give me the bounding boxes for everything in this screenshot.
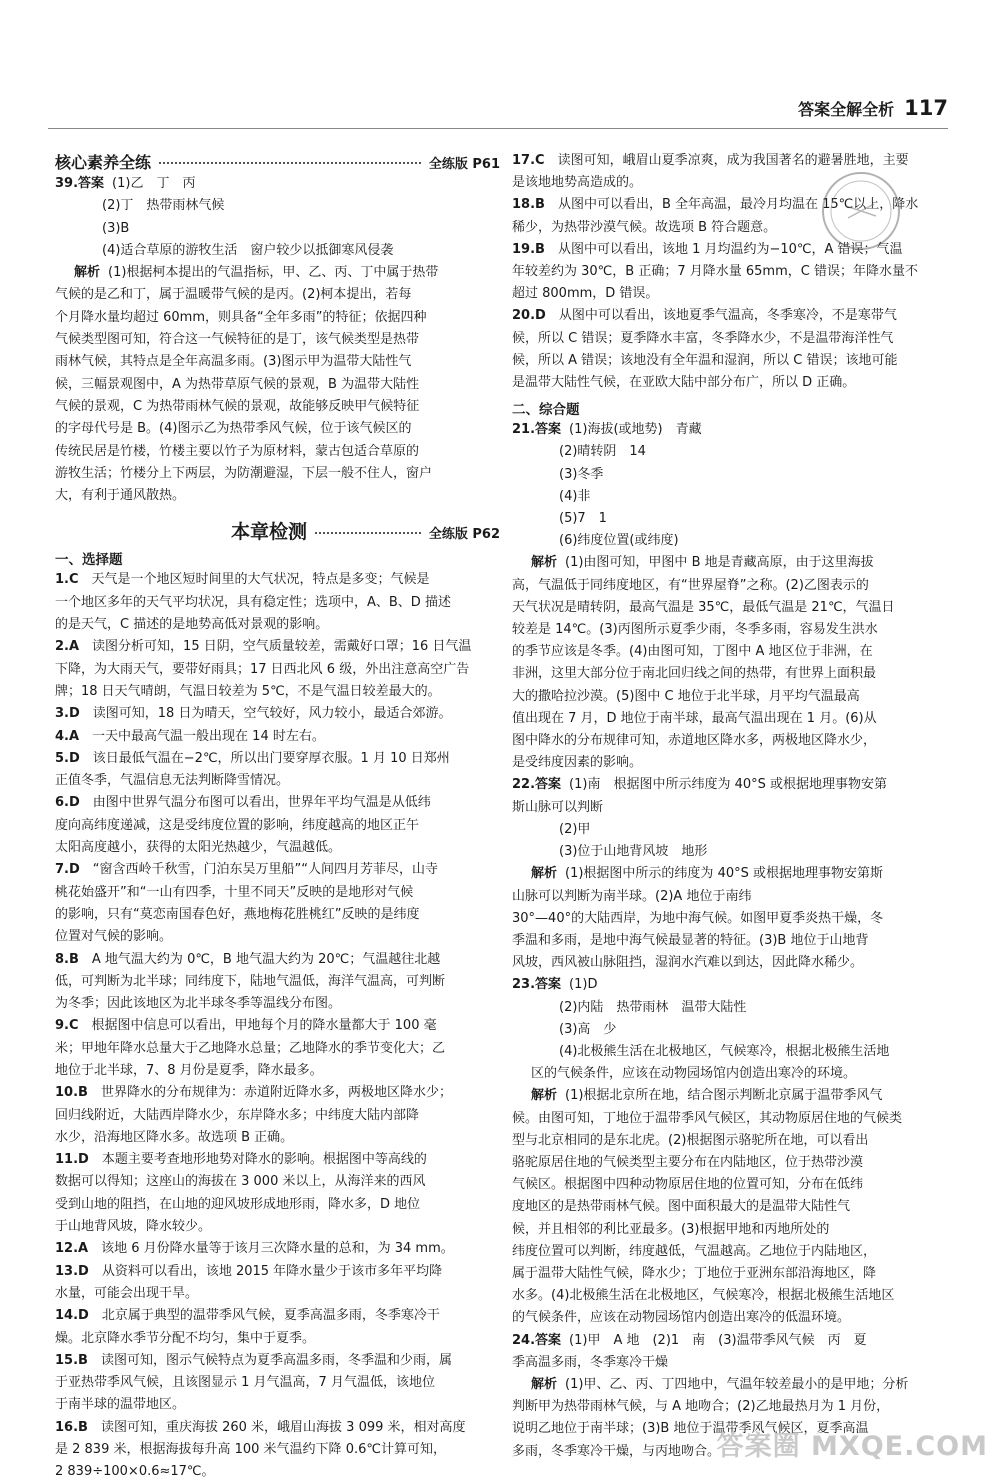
section-head-core	[55, 150, 500, 173]
line-text: 是温带大陆性气候，在亚欧大陆中部分布广，所以 D 正确。	[512, 375, 856, 391]
answer-line	[55, 904, 500, 926]
line-text: 桃花始盛开”和“一山有四季，十里不同天”反映的是地形对气候	[55, 884, 414, 900]
header-rule	[48, 128, 948, 129]
line-text: 太阳高度越小，获得的太阳光热越少，气温越低。	[55, 840, 342, 856]
question-number: 12.A	[55, 1241, 89, 1257]
line-text: 超过 800mm，D 错误。	[512, 286, 659, 302]
answer-label: 解析	[74, 265, 101, 281]
answer-line	[55, 1060, 500, 1082]
question-number: 13.D	[55, 1263, 89, 1279]
answer-line	[512, 663, 964, 685]
line-text: 候，所以 A 错误；该地没有全年温和湿润，所以 C 错误；该地可能	[512, 352, 898, 368]
answer-line	[55, 1171, 500, 1193]
answer-line	[55, 463, 500, 485]
answer-line	[512, 908, 964, 930]
answer-line	[55, 284, 500, 306]
line-text: (3)冬季	[559, 466, 604, 482]
line-text: (1)乙 丁 丙	[112, 176, 196, 191]
answer-line	[512, 305, 964, 327]
answer-line	[55, 636, 500, 658]
line-text: 是该地地势高造成的。	[512, 175, 643, 191]
section-title: 本章检测	[231, 521, 308, 544]
line-text: 风坡，西风被山脉阻挡，湿润水汽难以到达，因此降水稀少。	[512, 955, 864, 971]
line-text: 候。由图可知，丁地位于温带季风气候区，其动物原居住地的气候类	[512, 1110, 903, 1126]
question-number: 2.A	[55, 639, 80, 655]
header-title: 答案全解全析	[798, 100, 895, 119]
answer-label: 答案	[535, 1332, 562, 1348]
question-number: 1.C	[55, 572, 79, 588]
question-number: 18.B	[512, 197, 545, 213]
answer-line	[512, 1352, 964, 1374]
line-text: (1)根据北京所在地，结合图示判断北京属于温带季风气	[565, 1088, 883, 1104]
answer-line	[512, 619, 964, 641]
subsection-comprehensive: 二、综合题	[512, 402, 580, 419]
line-text: 读图可知，峨眉山夏季凉爽，成为我国著名的避暑胜地，主要	[544, 153, 909, 168]
answer-line	[512, 372, 964, 394]
answer-line	[512, 752, 964, 774]
answer-line	[55, 1283, 500, 1305]
answer-line	[512, 419, 964, 441]
answer-label: 答案	[535, 422, 562, 438]
line-text: 读图可知，图示气候特点为夏季高温多雨，冬季温和少雨，属	[87, 1352, 452, 1368]
answer-line	[55, 240, 500, 262]
answer-line	[512, 974, 964, 996]
answer-line	[512, 464, 964, 486]
answer-line	[55, 374, 500, 396]
line-text: 的字母代号是 B。(4)图示乙为热带季风气候，位于该气候区的	[55, 421, 412, 437]
line-text: 正值冬季，气温信息无法判断降雪情况。	[55, 773, 290, 789]
answer-line	[512, 328, 964, 350]
answer-line	[55, 592, 500, 614]
line-text: 从图中可以看出，该地夏季气温高，冬季寒冷，不是寒带气	[545, 308, 897, 324]
answer-line	[55, 748, 500, 770]
answer-line	[55, 173, 500, 195]
line-text: 水少，沿海地区降水多。故选项 B 正确。	[55, 1129, 294, 1145]
line-text: 雨林气候，其特点是全年高温多雨。(3)图示甲为温带大陆性气	[55, 354, 412, 370]
line-text: 读图可知，18 日为晴天，空气较好，风力较小，最适合郊游。	[79, 706, 452, 722]
line-text: 候，并且相邻的利比亚最多。(3)根据甲地和丙地所处的	[512, 1221, 830, 1237]
question-number: 17.C	[512, 153, 545, 168]
answer-line	[55, 726, 500, 748]
answer-label: 解析	[531, 1376, 558, 1392]
answer-line	[512, 708, 964, 730]
line-text: 高，气温低于同纬度地区，有“世界屋脊”之称。(2)乙图表示的	[512, 577, 869, 593]
line-text: 图中降水的分布规律可知，赤道地区降水多，两极地区降水少，	[512, 733, 877, 749]
line-text: 由图中世界气温分布图可以看出，世界年平均气温是从低纬	[79, 795, 431, 811]
answer-line	[55, 614, 500, 636]
line-text: 天气状况是晴转阴，最高气温是 35℃，最低气温是 21℃，气温日	[512, 599, 895, 615]
answer-line	[55, 993, 500, 1015]
line-text: (3)位于山地背风坡 地形	[559, 844, 708, 860]
subsection-choice: 一、选择题	[55, 552, 123, 569]
line-text: 型与北京相同的是东北虎。(2)根据图示骆驼所在地，可以看出	[512, 1132, 869, 1148]
answer-line	[512, 1263, 964, 1285]
answer-line	[512, 1307, 964, 1329]
answer-line	[512, 686, 964, 708]
line-text: (2)甲	[559, 821, 591, 837]
answer-line	[512, 641, 964, 663]
answer-line	[55, 815, 500, 837]
line-text: (2)晴转阴 14	[559, 444, 646, 460]
answer-line	[512, 261, 964, 283]
answer-line	[512, 1330, 964, 1352]
line-text: 气候的是乙和丁，属于温暖带气候的是丙。(2)柯本提出，若每	[55, 287, 412, 303]
answer-line	[55, 329, 500, 351]
question-number: 10.B	[55, 1085, 88, 1101]
answer-line	[55, 1328, 500, 1350]
line-text: 水量，可能会出现干旱。	[55, 1285, 199, 1301]
line-text: 度地区的是热带雨林气候。图中面积最大的是温带大陆性气	[512, 1199, 851, 1215]
line-text: 候，三幅景观图中，A 为热带草原气候的景观，B 为温带大陆性	[55, 376, 420, 392]
line-text: “窗含西岭千秋雪，门泊东吴万里船”“人间四月芳菲尽，山寺	[79, 862, 438, 878]
answer-line	[55, 1417, 500, 1439]
line-text: 度向高纬度递减，这是受纬度位置的影响，纬度越高的地区正午	[55, 817, 420, 833]
answer-line	[512, 441, 964, 463]
line-text: 下降，为大雨天气，要带好雨具；17 日西北风 6 级，外出注意高空广告	[55, 661, 470, 677]
answer-label: 解析	[531, 1088, 558, 1104]
line-text: 于亚热带季风气候，且该图显示 1 月气温高，7 月气温低，该地位	[55, 1375, 435, 1391]
answer-line	[55, 307, 500, 329]
line-text: 季温和多雨，是地中海气候最显著的特征。(3)B 地位于山地背	[512, 932, 869, 948]
answer-line	[512, 863, 964, 885]
line-text: 一个地区多年的天气平均状况，具有稳定性；选项中，A、B、D 描述	[55, 594, 451, 610]
answer-line	[55, 1372, 500, 1394]
line-text: 年较差约为 30℃，B 正确；7 月降水量 65mm，C 错误；年降水量不	[512, 264, 918, 280]
line-text: 山脉可以判断为南半球。(2)A 地位于南纬	[512, 888, 752, 904]
answer-line	[55, 195, 500, 217]
dot-leader	[315, 532, 421, 534]
question-number: 6.D	[55, 795, 80, 811]
answer-line	[512, 597, 964, 619]
line-text: (1)甲、乙、丙、丁四地中，气温年较差最小的是甲地；分析	[565, 1376, 909, 1392]
answer-line	[512, 841, 964, 863]
line-text: 于山地背风坡，降水较少。	[55, 1219, 212, 1235]
line-text: 为冬季；因此该地区为北半球冬季等温线分布图。	[55, 996, 342, 1012]
question-number: 15.B	[55, 1352, 88, 1368]
answer-line	[512, 552, 964, 574]
seal-stamp-icon	[816, 166, 906, 256]
answer-line	[55, 396, 500, 418]
line-text: (4)适合草原的游牧生活 窗户较少以抵御寒风侵袭	[102, 242, 394, 258]
line-text: 水多。(4)北极熊生活在北极地区，气候寒冷，根据北极熊生活地区	[512, 1288, 895, 1304]
line-text: (1)海拔(或地势) 青藏	[569, 422, 702, 438]
line-text: 多雨，冬季寒冷干燥，与丙地吻合。	[512, 1443, 721, 1459]
line-text: (2)内陆 热带雨林 温带大陆性	[559, 999, 747, 1015]
line-text: 的影响，只有“莫恋南国春色好，燕地梅花胜桃红”反映的是纬度	[55, 906, 420, 922]
answer-label: 答案	[535, 977, 562, 993]
line-text: (1)根据图中所示的纬度为 40°S 或根据地理事物安第斯	[565, 866, 883, 882]
answer-line	[512, 997, 964, 1019]
line-text: 纬度位置可以判断，纬度越低，气温越高。乙地位于内陆地区，	[512, 1243, 877, 1259]
answer-line	[512, 1374, 964, 1396]
line-text: (5)7 1	[559, 511, 607, 527]
line-text: 低，可判断为北半球；同纬度下，陆地气温低，海洋气温高，可判断	[55, 973, 446, 989]
answer-line	[512, 886, 964, 908]
line-text: 气候区。根据图中四种动物原居住地的位置可知，分布在低纬	[512, 1177, 864, 1193]
answer-label: 解析	[531, 555, 558, 571]
line-text: 的季节应该是冬季。(4)由图可知，丁图中 A 地区位于非洲，在	[512, 644, 873, 660]
answer-line	[512, 350, 964, 372]
answer-line	[55, 262, 500, 284]
line-text: (2)丁 热带雨林气候	[102, 198, 225, 214]
answer-line	[55, 441, 500, 463]
line-text: (1)甲 A 地 (2)1 南 (3)温带季风气候 丙 夏	[569, 1332, 867, 1348]
answer-line	[512, 530, 964, 552]
answer-line	[55, 1038, 500, 1060]
line-text: 大的撒哈拉沙漠。(5)图中 C 地位于北半球，月平均气温最高	[512, 688, 860, 704]
answer-line	[55, 1127, 500, 1149]
answer-line	[512, 1196, 964, 1218]
answer-line	[512, 1152, 964, 1174]
answer-line	[55, 681, 500, 703]
left-column	[55, 150, 500, 1484]
answer-line	[55, 569, 500, 591]
answer-line	[55, 1261, 500, 1283]
line-text: 该日最低气温在−2℃，所以出门要穿厚衣服。1 月 10 日郑州	[79, 750, 450, 766]
answer-line	[55, 485, 500, 507]
line-text: 受到山地的阻挡，在山地的迎风坡形成地形雨，降水多，D 地位	[55, 1196, 421, 1212]
answer-line	[512, 1241, 964, 1263]
answer-line	[512, 486, 964, 508]
line-text: 气候类型图可知，符合这一气候特征的是丁，该气候类型是热带	[55, 332, 420, 348]
answer-line	[55, 1305, 500, 1327]
answer-line	[55, 770, 500, 792]
line-text: 读图分析可知，15 日阴，空气质量较差，需戴好口罩；16 日气温	[79, 639, 472, 655]
line-text: 属于温带大陆性气候，降水少；丁地位于亚洲东部沿海地区，降	[512, 1265, 877, 1281]
question-number: 3.D	[55, 706, 80, 722]
answer-line	[512, 283, 964, 305]
question-number: 7.D	[55, 862, 80, 878]
right-column	[512, 150, 964, 1463]
line-text: 稀少，为热带沙漠气候。故选项 B 符合题意。	[512, 219, 777, 235]
question-number: 20.D	[512, 308, 546, 324]
answer-line	[512, 1174, 964, 1196]
line-text: 季高温多雨，冬季寒冷干燥	[512, 1354, 669, 1370]
comprehensive-items	[512, 419, 964, 1463]
question-number: 5.D	[55, 750, 80, 766]
line-text: 该地 6 月份降水量等于该月三次降水量的总和，为 34 mm。	[88, 1241, 454, 1257]
page-number: 117	[904, 96, 948, 120]
answer-line	[55, 1238, 500, 1260]
question-number: 39.	[55, 176, 79, 191]
answer-line	[55, 926, 500, 948]
answer-line	[55, 1439, 500, 1461]
line-text: (3)B	[102, 220, 130, 236]
answer-line	[512, 1219, 964, 1241]
answer-line	[55, 1350, 500, 1372]
section-title: 核心素养全练	[55, 153, 152, 172]
question-number: 22.	[512, 777, 536, 793]
line-text: (1)南 根据图中所示纬度为 40°S 或根据地理事物安第	[569, 777, 888, 793]
watermark: 答案圈 MXQE.COM	[716, 1431, 988, 1462]
answer-line	[55, 792, 500, 814]
answer-line	[512, 1108, 964, 1130]
line-text: 从图中可以看出，B 全年高温，最冷月均温在 15℃以上，降水	[544, 197, 919, 213]
question-number: 19.B	[512, 241, 545, 257]
line-text: 米；甲地年降水总量大于乙地降水总量；乙地降水的季节变化大；乙	[55, 1040, 446, 1056]
answer-line	[55, 882, 500, 904]
answer-line	[55, 1194, 500, 1216]
line-text: 说明乙地位于南半球；(3)B 地位于温带季风气候区，夏季高温	[512, 1421, 869, 1437]
line-text: 回归线附近，大陆西岸降水少，东岸降水多；中纬度大陆内部降	[55, 1107, 420, 1123]
answer-line	[55, 351, 500, 373]
line-text: (6)纬度位置(或纬度)	[559, 533, 679, 549]
answer-line	[512, 797, 964, 819]
answer-line	[55, 659, 500, 681]
line-text: 数据可以得知；这座山的海拔在 3 000 米以上，从海洋来的西风	[55, 1174, 426, 1190]
answer-line	[55, 1216, 500, 1238]
answer-line	[512, 819, 964, 841]
line-text: 非洲，这里大部分位于南北回归线之间的热带，有世界上面积最	[512, 666, 877, 682]
line-text: 的是天气，C 描述的是地势高低对景观的影响。	[55, 617, 329, 633]
answer-line	[55, 1105, 500, 1127]
answer-line	[55, 703, 500, 725]
section-ref: 全练版 P61	[428, 157, 500, 172]
answer-line	[512, 1063, 964, 1085]
question-number: 24.	[512, 1332, 536, 1348]
line-text: 游牧生活；竹楼分上下两层，为防潮避湿，下层一般不住人，窗户	[55, 465, 433, 481]
answer-line	[512, 1285, 964, 1307]
answer-line	[512, 1085, 964, 1107]
answer-label: 解析	[531, 866, 558, 882]
answer-line	[55, 837, 500, 859]
answer-line	[55, 1149, 500, 1171]
question-number: 23.	[512, 977, 536, 993]
answer-line	[55, 949, 500, 971]
line-text: 根据图中信息可以看出，甲地每个月的降水量都大于 100 毫	[78, 1018, 437, 1034]
line-text: 判断甲为热带雨林气候，与 A 地吻合；(2)乙地最热月为 1 月份，	[512, 1399, 890, 1415]
line-text: 燥。北京降水季节分配不均匀，集中于夏季。	[55, 1330, 316, 1346]
dot-leader	[159, 162, 421, 164]
line-text: 地位于北半球，7、8 月份是夏季，降水最多。	[55, 1062, 323, 1078]
line-text: 北京属于典型的温带季风气候，夏季高温多雨，冬季寒冷干	[88, 1308, 440, 1324]
answer-line	[512, 730, 964, 752]
question-number: 9.C	[55, 1018, 79, 1034]
line-text: 牌；18 日天气晴朗，气温日较差为 5℃，不是气温日较差最大的。	[55, 683, 441, 699]
answer-line	[55, 1015, 500, 1037]
question-number: 16.B	[55, 1419, 88, 1435]
question-number: 21.	[512, 422, 536, 438]
question-number: 4.A	[55, 728, 80, 744]
answer-line	[55, 218, 500, 240]
answer-line	[512, 774, 964, 796]
answer-line	[55, 971, 500, 993]
line-text: 值出现在 7 月，D 地位于南半球，最高气温出现在 1 月。(6)从	[512, 710, 877, 726]
line-text: 本题主要考查地形地势对降水的影响。根据图中等高线的	[88, 1152, 427, 1168]
answer-line	[512, 575, 964, 597]
line-text: (1)根据柯本提出的气温指标，甲、乙、丙、丁中属于热带	[108, 265, 439, 281]
line-text: 斯山脉可以判断	[512, 799, 604, 815]
question-number: 8.B	[55, 951, 79, 967]
line-text: (4)北极熊生活在北极地区，气候寒冷，根据北极熊生活地	[559, 1043, 890, 1059]
line-text: 读图可知，重庆海拔 260 米，峨眉山海拔 3 099 米，相对高度	[87, 1419, 466, 1435]
line-text: 30°—40°的大陆西岸，为地中海气候。如图甲夏季炎热干燥，冬	[512, 910, 884, 926]
line-text: 区的气候条件，应该在动物园场馆内创造出寒冷的环境。	[531, 1066, 857, 1082]
line-text: 一天中最高气温一般出现在 14 时左右。	[79, 728, 325, 744]
choice-items	[55, 569, 500, 1483]
question-number: 14.D	[55, 1308, 89, 1324]
answer-line	[55, 1394, 500, 1416]
section-head-chapter	[55, 517, 500, 544]
answer-line	[512, 930, 964, 952]
answer-label: 答案	[78, 176, 105, 191]
line-text: A 地气温大约为 0℃，B 地气温大约为 20℃；气温越往北越	[78, 951, 441, 967]
line-text: (4)非	[559, 488, 591, 504]
line-text: (1)由图可知，甲图中 B 地是青藏高原，由于这里海拔	[565, 555, 874, 571]
line-text: 世界降水的分布规律为：赤道附近降水多，两极地区降水少；	[87, 1085, 452, 1101]
line-text: 的气候条件，应该在动物园场馆内创造出寒冷的低温环境。	[512, 1310, 851, 1326]
answer-line	[512, 1130, 964, 1152]
line-text: 从资料可以看出，该地 2015 年降水量少于该市多年平均降	[88, 1263, 443, 1279]
answer-line	[55, 859, 500, 881]
line-text: 天气是一个地区短时间里的大气状况，特点是多变；气候是	[78, 572, 430, 588]
answer-line	[512, 508, 964, 530]
line-text: 较差是 14℃。(3)丙图所示夏季少雨，冬季多雨，容易发生洪水	[512, 622, 878, 638]
line-text: 骆驼原居住地的气候类型主要分布在内陆地区，位于热带沙漠	[512, 1154, 864, 1170]
line-text: 传统民居是竹楼，竹楼主要以竹子为原材料，蒙古包适合草原的	[55, 443, 420, 459]
answer-line	[512, 1019, 964, 1041]
line-text: 个月降水量均超过 60mm，则具备“全年多雨”的特征；依据四种	[55, 309, 427, 325]
question-number: 11.D	[55, 1152, 89, 1168]
line-text: 位置对气候的影响。	[55, 929, 173, 945]
line-text: (3)高 少	[559, 1021, 617, 1037]
answer-line	[55, 1461, 500, 1483]
section-ref: 全练版 P62	[428, 527, 500, 543]
line-text: 是受纬度因素的影响。	[512, 755, 643, 771]
q39-block	[55, 173, 500, 507]
line-text: 是 2 839 米，根据海拔每升高 100 米气温约下降 0.6℃计算可知，	[55, 1442, 446, 1458]
line-text: 2 839÷100×0.6≈17℃。	[55, 1464, 215, 1480]
answer-line	[55, 418, 500, 440]
answer-line	[512, 1396, 964, 1418]
line-text: (1)D	[569, 977, 598, 993]
line-text: 候，所以 C 错误；夏季降水丰富，冬季降水少，不是温带海洋性气	[512, 330, 894, 346]
answer-label: 答案	[535, 777, 562, 793]
answer-line	[512, 1041, 964, 1063]
line-text: 大，有利于通风散热。	[55, 488, 186, 504]
answer-line	[512, 952, 964, 974]
answer-line	[55, 1082, 500, 1104]
line-text: 气候的景观，C 为热带雨林气候的景观，故能够反映甲气候特征	[55, 398, 420, 414]
page-header	[798, 96, 948, 120]
line-text: 从图中可以看出，该地 1 月均温约为−10℃，A 错误；气温	[544, 241, 903, 257]
line-text: 于南半球的温带地区。	[55, 1397, 186, 1413]
